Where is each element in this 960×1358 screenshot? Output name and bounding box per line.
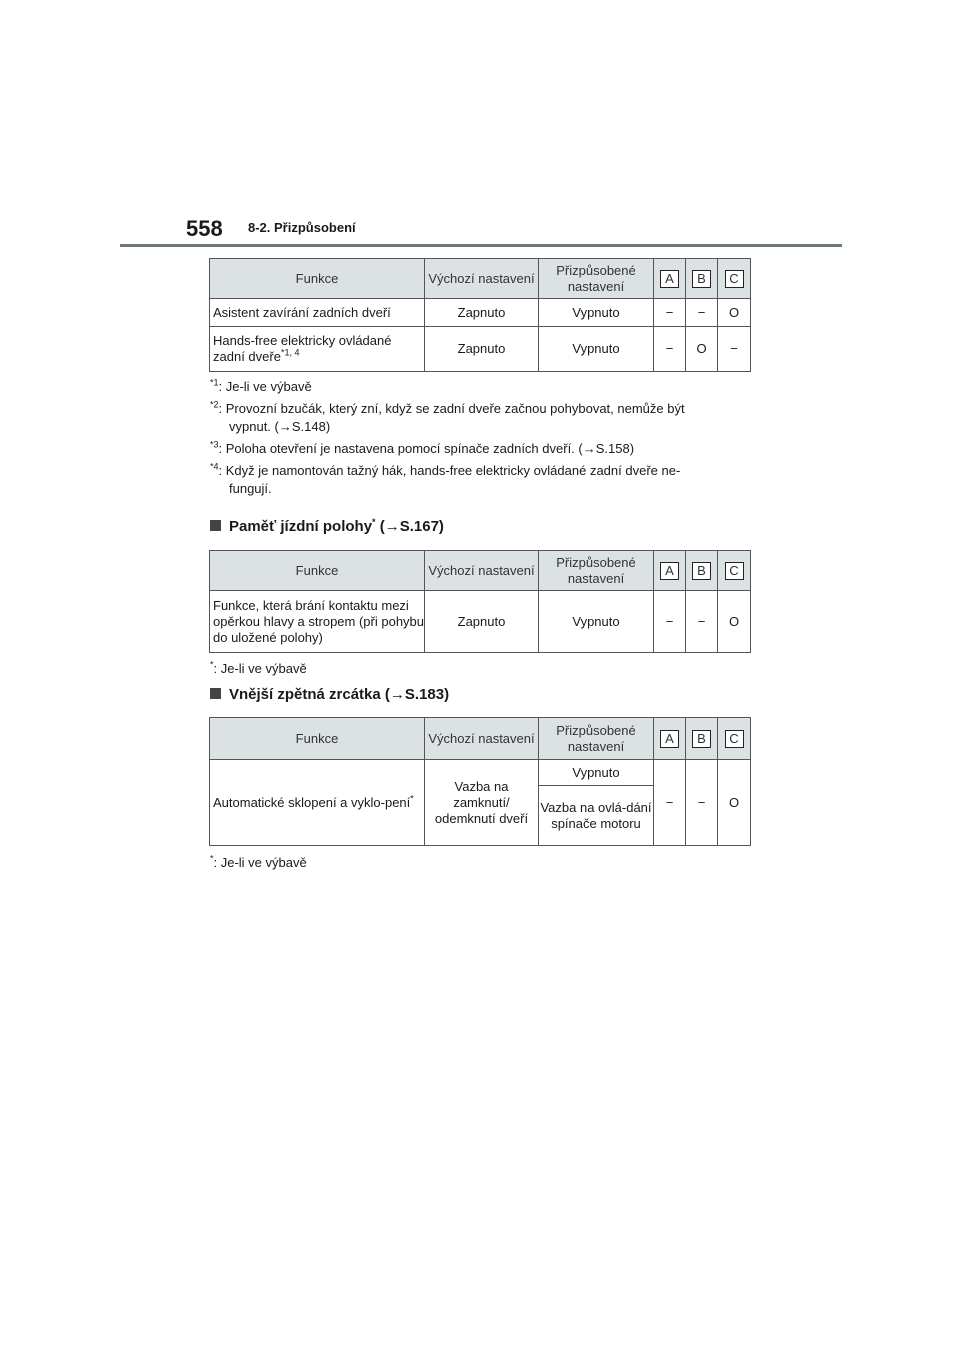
- cell-custom: Vypnuto: [539, 299, 654, 327]
- cell-b: O: [686, 327, 718, 372]
- cell-c: O: [718, 760, 751, 846]
- cell-custom: Vazba na ovlá-dání spínače motoru: [539, 786, 654, 846]
- header-rule: [120, 244, 842, 247]
- header-b: [686, 718, 718, 760]
- letter-c-box: C: [725, 270, 744, 288]
- footnote: [210, 378, 750, 396]
- footnote-mark: *4: [210, 461, 219, 472]
- header-prizpusobene: Přizpůsobené nastavení: [539, 259, 654, 299]
- footnote: [210, 400, 750, 436]
- header-b: [686, 259, 718, 299]
- footnote-continuation: fungují.: [229, 481, 272, 496]
- letter-b-box: B: [692, 562, 711, 580]
- cell-default: Vazba na zamknutí/ odemknutí dveří: [425, 760, 539, 846]
- table-row: [210, 591, 751, 653]
- footnote-ref: *1, 4: [280, 347, 300, 358]
- header-a: [654, 718, 686, 760]
- table-row: [210, 327, 751, 372]
- header-vychozi: Výchozí nastavení: [425, 718, 539, 760]
- cell-default: Zapnuto: [425, 591, 539, 653]
- table-row: [210, 760, 751, 786]
- letter-c-box: C: [725, 562, 744, 580]
- table-header-row: [210, 718, 751, 760]
- header-funkce: Funkce: [210, 718, 425, 760]
- subheading-outside-mirrors: [210, 686, 449, 703]
- footnote-continuation: vypnut. (→S.148): [229, 419, 331, 434]
- header-c: [718, 718, 751, 760]
- footnote-text: : Když je namontován tažný hák, hands-free elektricky ovládané zadní dveře ne-: [218, 463, 681, 478]
- footnotes-1: [210, 378, 750, 498]
- letter-b-box: B: [692, 270, 711, 288]
- footnote-3: [210, 854, 750, 872]
- cell-c: −: [718, 327, 751, 372]
- header-funkce: Funkce: [210, 259, 425, 299]
- header-b: [686, 551, 718, 591]
- cell-a: −: [654, 299, 686, 327]
- footnote-ref: *: [372, 517, 376, 527]
- table-row: [210, 299, 751, 327]
- table-header-row: [210, 259, 751, 299]
- footnote-text: : Provozní bzučák, který zní, když se zadní dveře začnou pohybovat, nemůže být: [218, 401, 685, 416]
- letter-a-box: A: [660, 730, 679, 748]
- table-header-row: [210, 551, 751, 591]
- cell-b: −: [686, 760, 718, 846]
- letter-c-box: C: [725, 730, 744, 748]
- table-outside-mirrors: [209, 717, 751, 846]
- cell-custom: Vypnuto: [539, 760, 654, 786]
- footnote-ref: *: [410, 793, 414, 804]
- footnote-text: : Poloha otevření je nastavena pomocí spínače zadních dveří. (→S.158): [218, 441, 635, 456]
- cell-custom: Vypnuto: [539, 591, 654, 653]
- cell-b: −: [686, 299, 718, 327]
- footnote-text: : Je-li ve výbavě: [213, 855, 307, 870]
- cell-a: −: [654, 760, 686, 846]
- cell-function: [210, 327, 425, 372]
- section-title: 8-2. Přizpůsobení: [248, 220, 356, 235]
- subheading-driving-position-memory: [210, 518, 444, 535]
- footnote-mark: *: [210, 853, 214, 864]
- footnote-2: [210, 660, 750, 678]
- table-rear-door: [209, 258, 751, 372]
- footnote: [210, 462, 750, 498]
- letter-a-box: A: [660, 270, 679, 288]
- header-a: [654, 259, 686, 299]
- footnote-mark: *: [210, 659, 214, 670]
- cell-custom: Vypnuto: [539, 327, 654, 372]
- cell-c: O: [718, 591, 751, 653]
- subheading-text: Paměť jízdní polohy: [229, 518, 373, 535]
- header-c: [718, 259, 751, 299]
- footnote-mark: *3: [210, 439, 219, 450]
- page-number: 558: [186, 216, 223, 241]
- cell-default: Zapnuto: [425, 327, 539, 372]
- cell-function: [210, 760, 425, 846]
- header-prizpusobene: Přizpůsobené nastavení: [539, 718, 654, 760]
- cell-default: Zapnuto: [425, 299, 539, 327]
- footnote-mark: *2: [210, 399, 219, 410]
- footnote-text: : Je-li ve výbavě: [213, 661, 307, 676]
- function-text: Hands-free elektricky ovládané zadní dveře: [213, 333, 392, 364]
- cell-function: Asistent zavírání zadních dveří: [210, 299, 425, 327]
- header-c: [718, 551, 751, 591]
- subheading-text: Vnější zpětná zrcátka (→S.183): [229, 686, 450, 703]
- cell-a: −: [654, 327, 686, 372]
- header-funkce: Funkce: [210, 551, 425, 591]
- header-prizpusobene: Přizpůsobené nastavení: [539, 551, 654, 591]
- square-bullet-icon: [210, 520, 221, 531]
- subheading-ref: (→S.167): [375, 518, 444, 535]
- cell-function: Funkce, která brání kontaktu mezi opěrkou hlavy a stropem (při pohybu do uložené polohy): [210, 591, 425, 653]
- footnote-text: : Je-li ve výbavě: [218, 379, 312, 394]
- cell-b: −: [686, 591, 718, 653]
- square-bullet-icon: [210, 688, 221, 699]
- cell-c: O: [718, 299, 751, 327]
- table-driving-position: [209, 550, 751, 653]
- header-vychozi: Výchozí nastavení: [425, 551, 539, 591]
- header-vychozi: Výchozí nastavení: [425, 259, 539, 299]
- footnote: [210, 440, 750, 458]
- letter-b-box: B: [692, 730, 711, 748]
- letter-a-box: A: [660, 562, 679, 580]
- footnote-mark: *1: [210, 377, 219, 388]
- cell-a: −: [654, 591, 686, 653]
- header-a: [654, 551, 686, 591]
- function-text: Automatické sklopení a vyklo-pení: [213, 794, 411, 810]
